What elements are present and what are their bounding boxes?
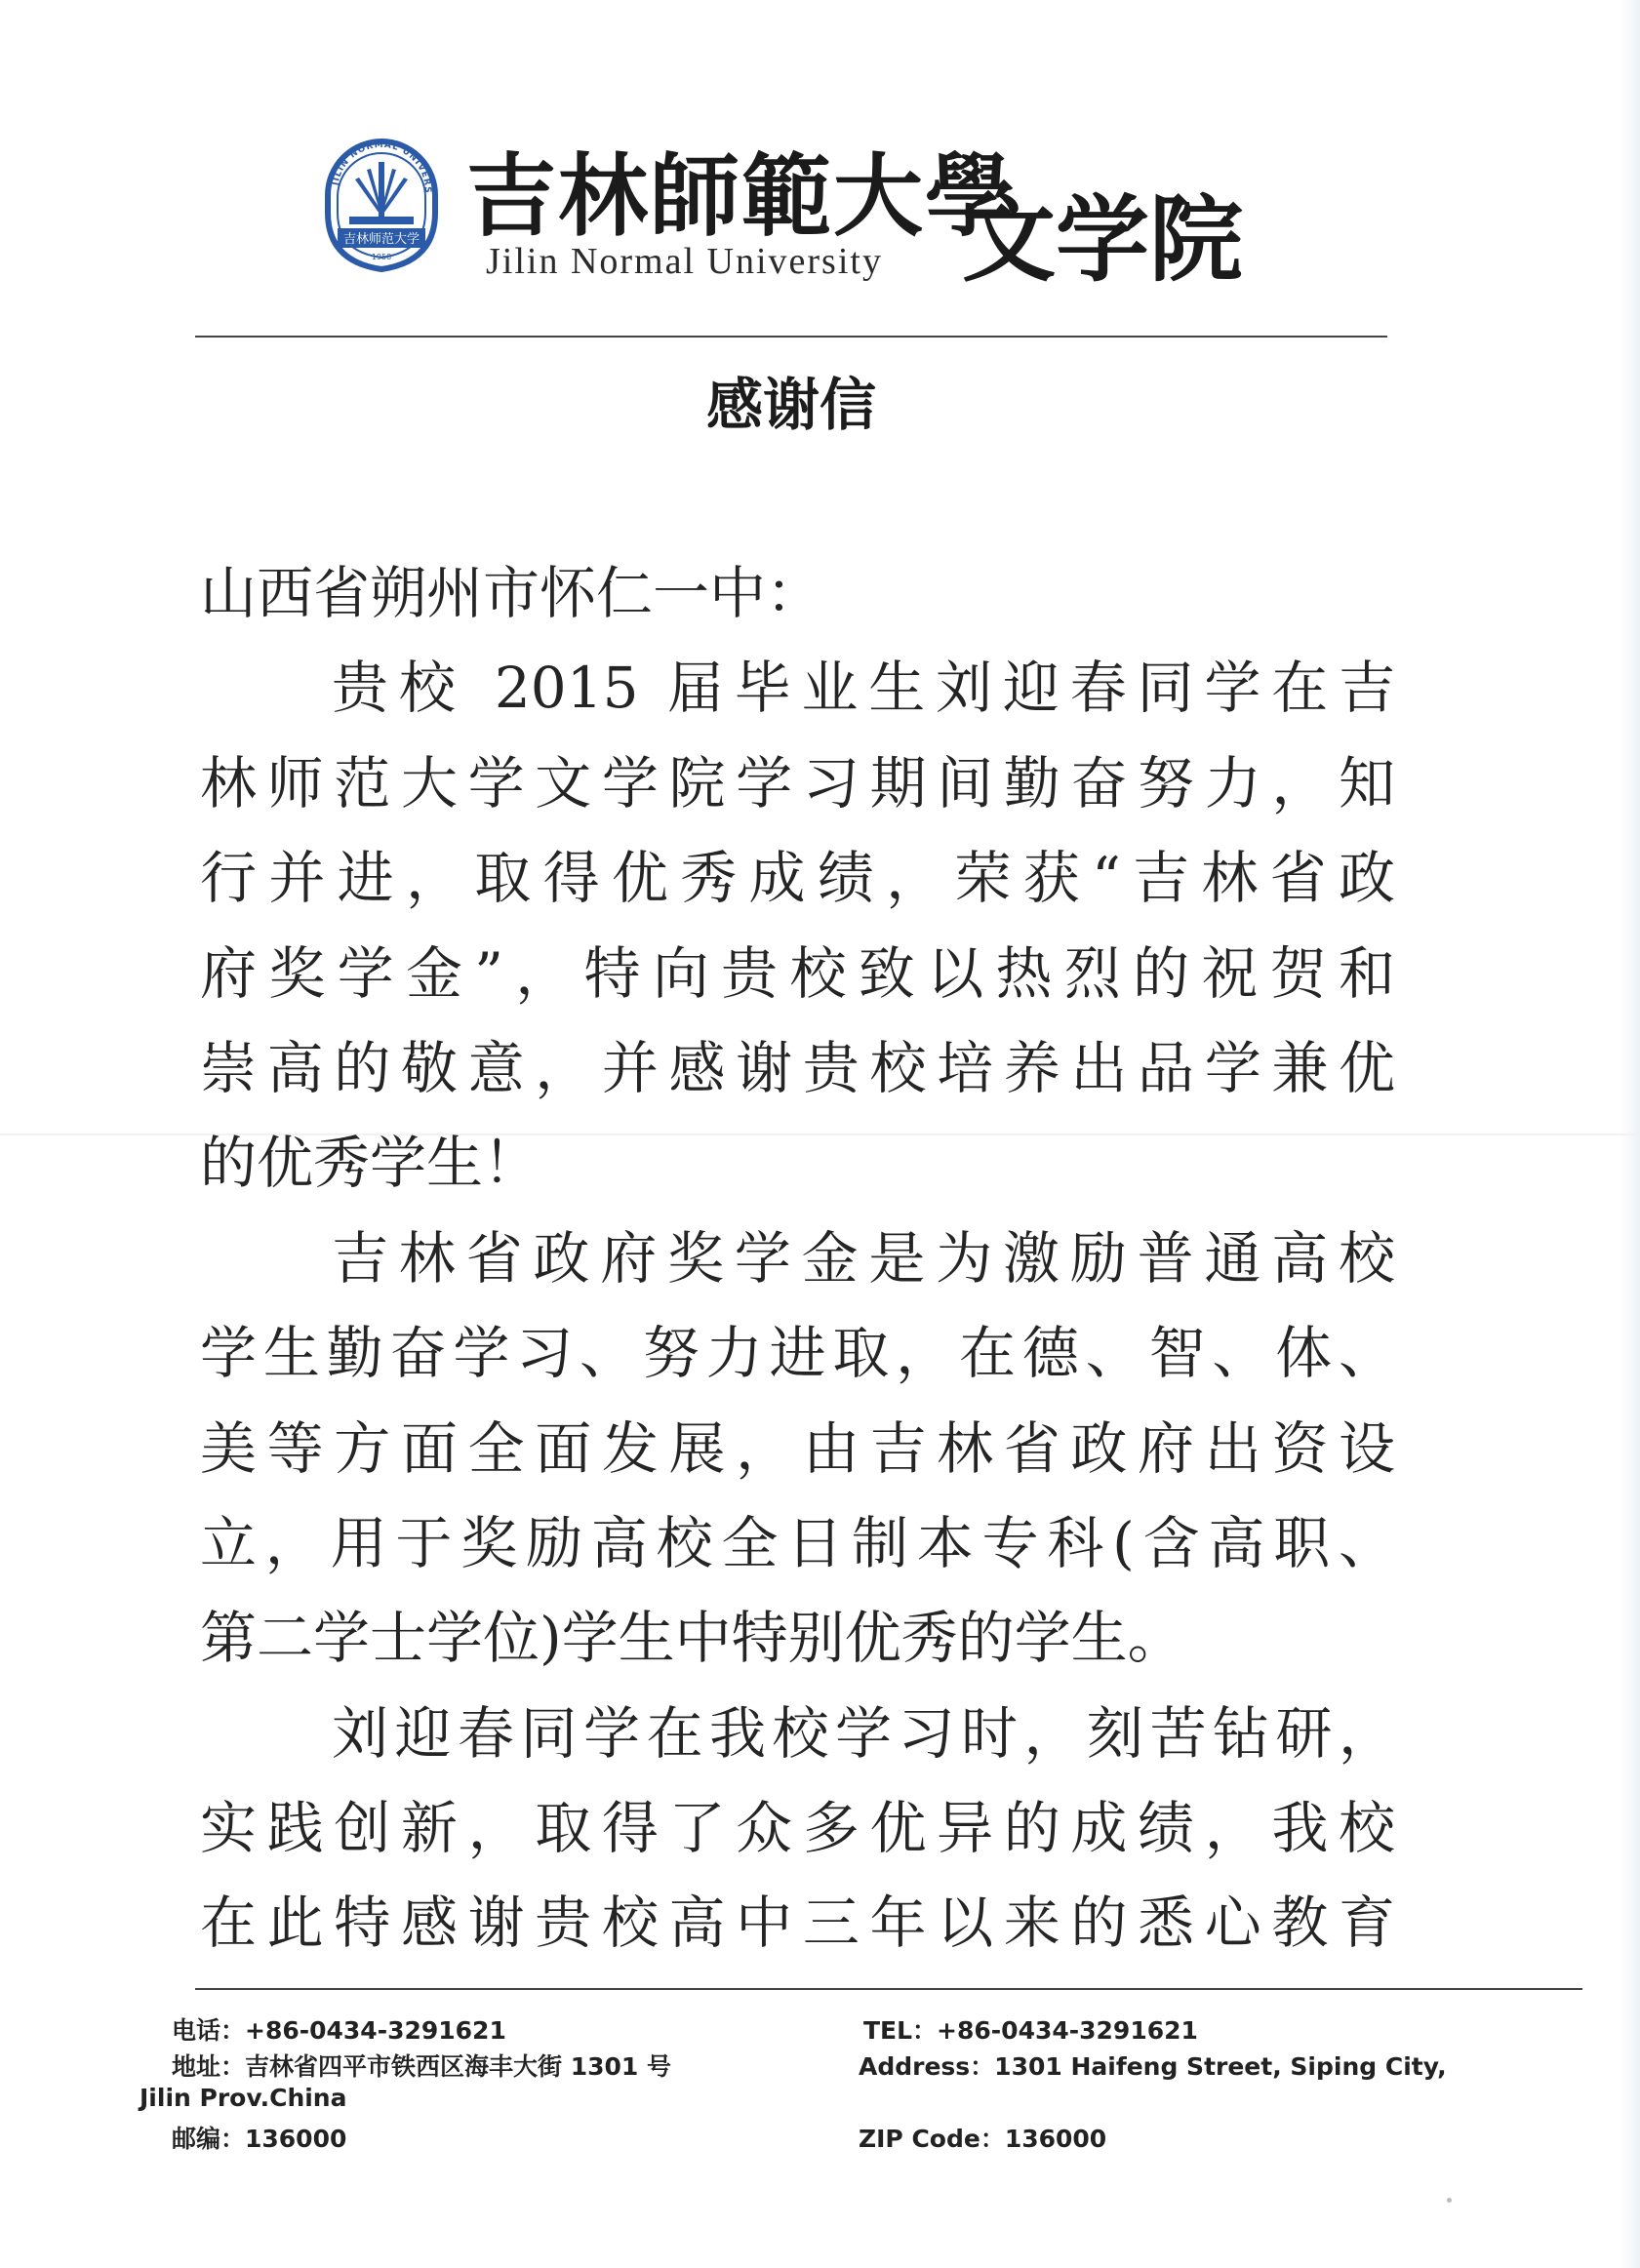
scan-speck — [1447, 2198, 1452, 2203]
seal-inner-text: 吉林师范大学 — [342, 232, 420, 247]
footer-address-cn: 地址：吉林省四平市铁西区海丰大街 1301 号 — [172, 2052, 671, 2081]
letter-line: 吉林省政府奖学金是为激励普通高校 — [332, 1224, 1395, 1292]
letter-title: 感谢信 — [705, 372, 876, 438]
letter-line: 府奖学金”，特向贵校致以热烈的祝贺和 — [200, 939, 1395, 1007]
letter-line: 学生勤奋学习、努力进取，在德、智、体、 — [200, 1320, 1395, 1387]
letter-line: 第二学士学位)学生中特别优秀的学生。 — [200, 1605, 1184, 1672]
footer-zip-en: ZIP Code：136000 — [859, 2125, 1107, 2153]
letter-line: 刘迎春同学在我校学习时，刻苦钻研， — [332, 1699, 1395, 1767]
letter-salutation: 山西省朔州市怀仁一中： — [200, 560, 823, 626]
letter-line: 崇高的敬意，并感谢贵校培养出品学兼优 — [200, 1034, 1395, 1101]
letter-body — [200, 546, 1395, 1971]
letter-line: 立，用于奖励高校全日制本专科(含高职、 — [200, 1509, 1395, 1576]
university-name-cn: 吉林師範大學 — [466, 143, 1018, 249]
letter-line: 实践创新，取得了众多优异的成绩，我校 — [200, 1795, 1395, 1862]
university-name-en: Jilin Normal University — [486, 241, 883, 282]
footer-phone-cn: 电话：+86-0434-3291621 — [172, 2016, 506, 2045]
footer-zip-cn: 邮编：136000 — [172, 2125, 347, 2153]
footer-divider — [195, 1988, 1582, 1990]
college-name: 文学院 — [962, 185, 1243, 295]
letter-line: 林师范大学文学院学习期间勤奋努力，知 — [200, 749, 1395, 816]
letter-line: 的优秀学生！ — [200, 1130, 540, 1197]
letter-line: 美等方面全面发展，由吉林省政府出资设 — [200, 1414, 1395, 1482]
seal-ring-text: JILIN NORMAL UNIVERS — [331, 139, 433, 194]
letter-line: 在此特感谢贵校高中三年以来的悉心教育 — [200, 1890, 1395, 1957]
header-divider — [195, 336, 1387, 338]
footer-address-en: Address：1301 Haifeng Street, Siping City, — [859, 2052, 1447, 2081]
footer-tel-en: TEL：+86-0434-3291621 — [863, 2016, 1198, 2045]
letter-line: 贵校 2015 届毕业生刘迎春同学在吉 — [332, 655, 1395, 722]
letter-line: 行并进，取得优秀成绩，荣获“吉林省政 — [200, 845, 1395, 912]
footer-address-en-wrap: Jilin Prov.China — [140, 2084, 347, 2112]
seal-year: 1958 — [371, 253, 392, 261]
university-seal-logo — [320, 127, 443, 273]
